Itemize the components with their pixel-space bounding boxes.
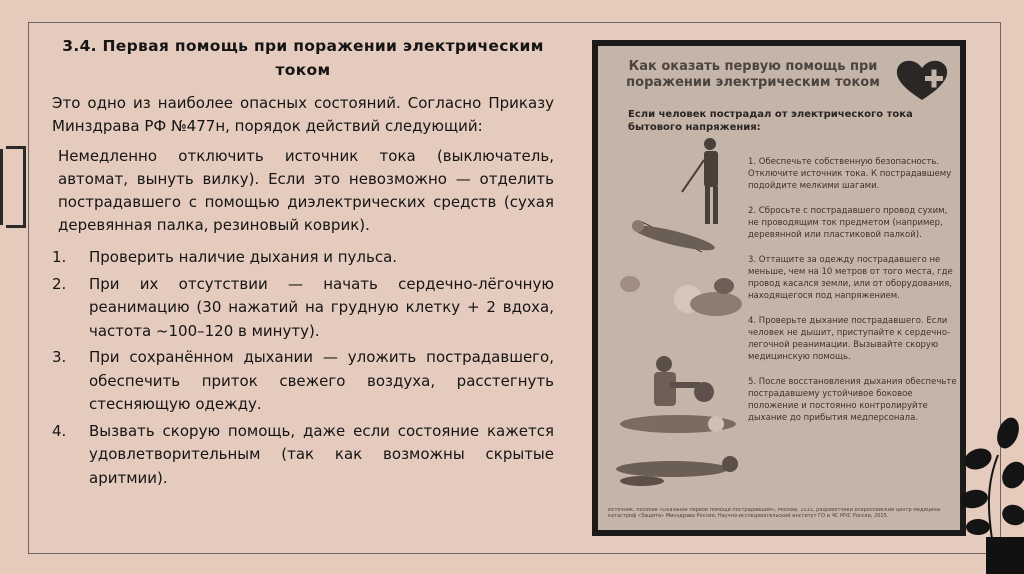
list-item-text: При сохранённом дыхании — уложить пострадавшего, обеспечить приток свежего воздуха, расстегнуть стесняющую одежду. bbox=[89, 348, 554, 413]
poster-steps bbox=[748, 156, 958, 437]
rescue-illustrations bbox=[612, 134, 754, 494]
poster-footer: Источник: пособие «Оказание первой помощи пострадавшим», Москва, 2015, разработчики Всероссийский центр медицины катастроф «Защита» Минздрава России; Научно-исследовательский институт ГО и ЧС МЧС России, 2015. bbox=[608, 508, 941, 519]
first-action-paragraph: Немедленно отключить источник тока (выключатель, автомат, вынуть вилку). Если это невозможно — отделить пострадавшего с помощью диэлектрических средств (сухая деревянная палка, резиновый коврик). bbox=[58, 147, 554, 234]
first-aid-poster bbox=[592, 40, 966, 536]
heart-cross-icon bbox=[892, 56, 952, 104]
poster-step: 1. Обеспечьте собственную безопасность. Отключите источник тока. К пострадавшему подойдите мелкими шагами. bbox=[748, 157, 952, 191]
rescuer-with-stick-figure bbox=[632, 138, 718, 255]
intro-paragraph: Это одно из наиболее опасных состояний. Согласно Приказу Минздрава РФ №477н, порядок действий следующий: bbox=[52, 94, 554, 135]
list-item bbox=[52, 346, 554, 417]
list-item bbox=[52, 273, 554, 344]
list-item-text: При их отсутствии — начать сердечно-лёгочную реанимацию (30 нажатий на грудную клетку + 2 вдоха, частота ~100–120 в минуту). bbox=[89, 274, 554, 340]
dragging-victim-figure bbox=[620, 276, 742, 316]
recovery-position-figure bbox=[616, 456, 738, 486]
list-item-number: 1. bbox=[52, 248, 67, 266]
list-item bbox=[52, 246, 554, 270]
poster-subtitle: Если человек пострадал от электрического тока бытового напряжения: bbox=[628, 109, 913, 133]
action-list bbox=[52, 246, 554, 490]
list-item-number: 3. bbox=[52, 348, 67, 366]
poster-step: 2. Сбросьте с пострадавшего провод сухим, не проводящим ток предметом (например, деревянной или пластиковой палкой). bbox=[748, 206, 948, 240]
list-item bbox=[52, 420, 554, 491]
plant-decoration bbox=[958, 415, 1024, 574]
list-item-number: 4. bbox=[52, 421, 67, 440]
list-item-text: Вызвать скорую помощь, даже если состояние кажется удовлетворительным (так как возможны скрытые аритмии). bbox=[89, 421, 554, 487]
slide-title: 3.4. Первая помощь при поражении электрическим током bbox=[62, 37, 544, 79]
list-item-number: 2. bbox=[52, 274, 67, 293]
slide-text-column bbox=[52, 34, 554, 493]
edge-bracket-decoration bbox=[6, 146, 26, 228]
poster-header bbox=[608, 52, 956, 100]
poster-step: 5. После восстановления дыхания обеспечьте пострадавшему устойчивое боковое положение и постоянно контролируйте дыхание до прибытия медперсонала. bbox=[748, 377, 957, 423]
poster-step: 3. Оттащите за одежду пострадавшего не меньше, чем на 10 метров от того места, где провод касался земли, или от оборудования, находящегося под напряжением. bbox=[748, 255, 953, 301]
poster-step: 4. Проверьте дыхание пострадавшего. Если человек не дышит, приступайте к сердечно-легочной реанимации. Вызывайте скорую медицинскую помощь. bbox=[748, 316, 951, 362]
cpr-figure bbox=[620, 356, 736, 433]
list-item-text: Проверить наличие дыхания и пульса. bbox=[89, 248, 398, 266]
poster-title: Как оказать первую помощь при поражении электрическим током bbox=[626, 59, 880, 90]
